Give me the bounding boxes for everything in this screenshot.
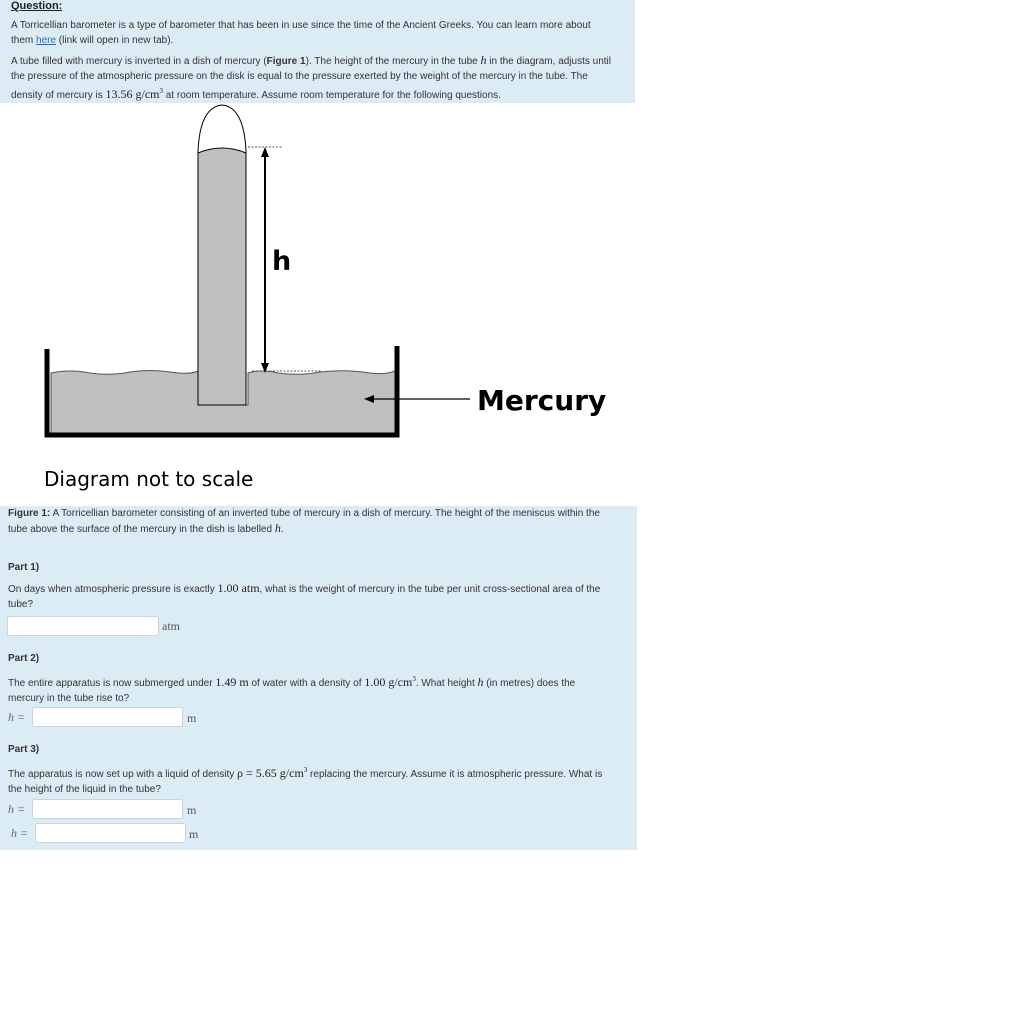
part3-answer-input[interactable] <box>32 799 183 819</box>
desc-text: A tube filled with mercury is inverted in a dish of mercury ( <box>11 56 267 67</box>
h-label: h <box>272 246 292 277</box>
mercury-column <box>198 148 246 405</box>
part2-unit: m <box>187 711 197 725</box>
part3-answer-input-2[interactable] <box>35 823 186 843</box>
intro-text: A Torricellian barometer is a type of barometer that has been in use since the time of the Ancient Greeks. You can learn more about them <box>11 20 591 46</box>
part1-pressure: 1.00 atm <box>217 581 260 595</box>
question-title: Question: <box>11 0 63 12</box>
caption-text: A Torricellian barometer consisting of an inverted tube of mercury in a dish of mercury. The height of the meniscus within the tube above the surface of the mercury in the dish is labelled <box>8 508 600 535</box>
h-arrow-head-up <box>261 147 269 157</box>
barometer-diagram <box>0 103 630 506</box>
density-value: 13.56 $g/cm^3$ <box>105 87 163 101</box>
desc-text: at room temperature. Assume room temperature for the following questions. <box>162 90 501 101</box>
part2-question <box>8 672 613 706</box>
part3-text: The apparatus is now set up with a liquid of density <box>8 769 238 780</box>
not-to-scale-note: Diagram not to scale <box>44 467 254 491</box>
part3-unit: m <box>187 803 197 817</box>
figure-ref: Figure 1 <box>266 56 306 67</box>
learn-more-link[interactable]: here <box>36 35 57 46</box>
h-symbol: h <box>480 53 487 67</box>
part2-h-symbol: h <box>477 675 484 689</box>
caption-end: . <box>280 524 284 535</box>
part3-answer-label: h = <box>8 802 26 816</box>
part2-title: Part 2) <box>8 653 40 664</box>
part2-water-density: 1.00 $g/cm^3$ <box>364 675 416 689</box>
part3-rho: ρ = 5.65 $g/cm^3$ <box>237 766 308 780</box>
figure-caption <box>8 506 613 537</box>
part3-title: Part 3) <box>8 744 40 755</box>
part2-text: The entire apparatus is now submerged under <box>8 678 216 689</box>
question-panel <box>0 0 635 103</box>
part1-text-end: , what is the weight of mercury in the tube per unit cross-sectional area of the tube? <box>8 584 601 610</box>
part1-title: Part 1) <box>8 562 40 573</box>
part2-text: . What height <box>415 678 478 689</box>
barometer-figure <box>0 103 630 506</box>
part3-unit-2: m <box>189 827 199 841</box>
part3-text-end: replacing the mercury. Assume it is atmospheric pressure. What is the height of the liquid in the tube? <box>8 769 603 795</box>
desc-text: in the diagram, adjusts until the pressure of the atmospheric pressure on the disk is equal to the pressure exerted by the weight of the mercury in the tube. The density of mercury is <box>11 56 611 101</box>
part2-text-end: (in metres) does the mercury in the tube rise to? <box>8 678 576 704</box>
part2-text: of water with a density of <box>248 678 365 689</box>
intro-paragraph <box>11 18 611 48</box>
desc-text: ). The height of the mercury in the tube <box>305 56 481 67</box>
part2-answer-input[interactable] <box>32 707 183 727</box>
part3-question <box>8 763 613 797</box>
part3-answer-label-2: h = <box>11 826 29 840</box>
part2-answer-label: h = <box>8 710 26 724</box>
caption-h-symbol: h <box>274 521 281 535</box>
part2-depth: 1.49 m <box>215 675 249 689</box>
intro-text-end: (link will open in new tab). <box>56 35 174 46</box>
description-paragraph <box>11 53 611 103</box>
part1-question <box>8 581 613 612</box>
caption-label: Figure 1: <box>8 508 51 519</box>
parts-panel <box>0 506 637 850</box>
mercury-label: Mercury <box>477 384 607 417</box>
part1-text: On days when atmospheric pressure is exactly <box>8 584 218 595</box>
part1-answer-input[interactable] <box>7 616 159 636</box>
part1-unit: atm <box>162 619 180 633</box>
